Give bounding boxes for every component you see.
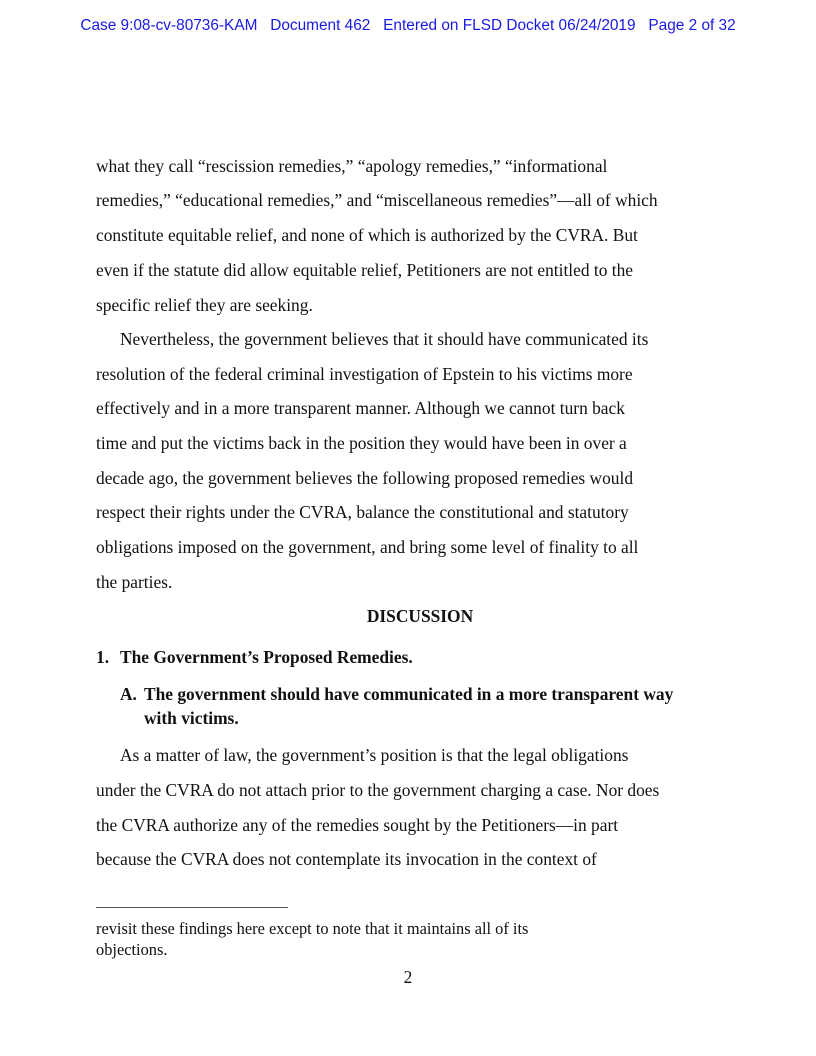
paragraph1-line: specific relief they are seeking. [96, 295, 313, 315]
paragraph3-line: As a matter of law, the government’s position is that the legal obligations [120, 745, 629, 765]
paragraph2-line: the parties. [96, 572, 173, 592]
section-heading-discussion: DISCUSSION [366, 606, 474, 626]
paragraph1-line: what they call “rescission remedies,” “apology remedies,” “informational [96, 156, 608, 176]
paragraph1-line: even if the statute did allow equitable relief, Petitioners are not entitled to the [96, 260, 634, 280]
paragraph2-line: decade ago, the government believes the following proposed remedies would [96, 468, 634, 488]
paragraph3-line: because the CVRA does not contemplate its invocation in the context of [96, 849, 597, 869]
footnote-line: objections. [96, 940, 168, 959]
paragraph3-line: under the CVRA do not attach prior to the government charging a case. Nor does [96, 780, 660, 800]
paragraph2-line: obligations imposed on the government, and bring some level of finality to all [96, 537, 639, 557]
footnote-divider [96, 907, 288, 908]
footnote-line: revisit these findings here except to note that it maintains all of its [96, 919, 529, 938]
paragraph2-line: respect their rights under the CVRA, balance the constitutional and statutory [96, 502, 629, 522]
paragraph2-line: resolution of the federal criminal investigation of Epstein to his victims more [96, 364, 633, 384]
heading-1-number: 1. [96, 647, 110, 667]
paragraph1-line: constitute equitable relief, and none of which is authorized by the CVRA. But [96, 225, 638, 245]
paragraph1-line: remedies,” “educational remedies,” and “miscellaneous remedies”—all of which [96, 190, 658, 210]
heading-1a-line: The government should have communicated in a more transparent way [144, 684, 674, 704]
paragraph2-line: Nevertheless, the government believes that it should have communicated its [120, 329, 649, 349]
paragraph3-line: the CVRA authorize any of the remedies sought by the Petitioners—in part [96, 815, 619, 835]
paragraph2-line: time and put the victims back in the position they would have been in over a [96, 433, 627, 453]
heading-1a-line: with victims. [144, 708, 239, 728]
docket-header-stamp: Case 9:08-cv-80736-KAM Document 462 Entered on FLSD Docket 06/24/2019 Page 2 of 32 [80, 17, 736, 34]
page-number: 2 [403, 967, 413, 987]
heading-1a-letter: A. [120, 684, 137, 704]
heading-1-text: The Government’s Proposed Remedies. [120, 647, 413, 667]
paragraph2-line: effectively and in a more transparent manner. Although we cannot turn back [96, 398, 625, 418]
